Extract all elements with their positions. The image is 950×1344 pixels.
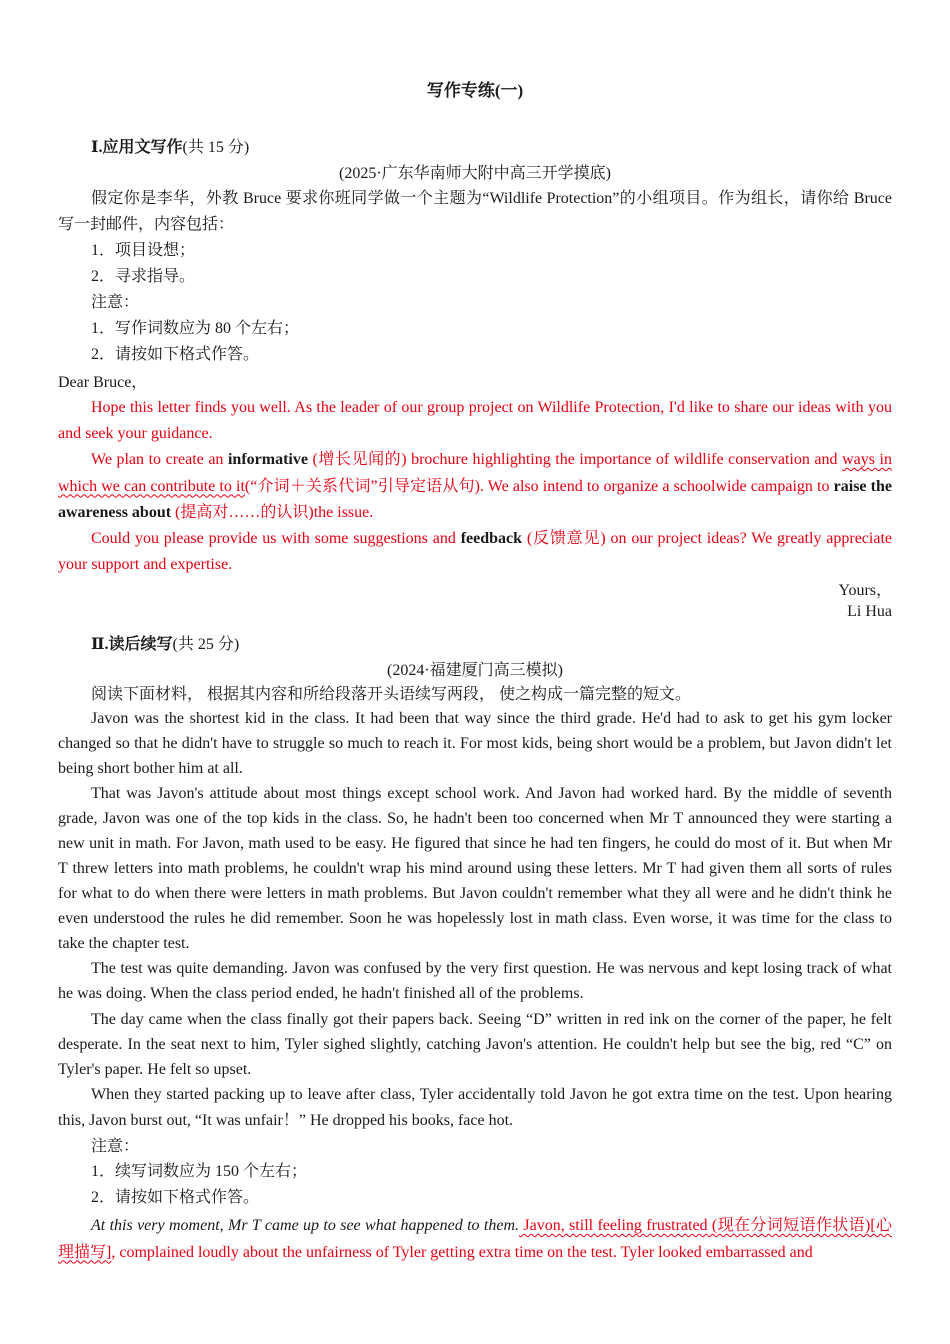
continuation-underlined-phrase: Javon, still feeling frustrated <box>519 1217 708 1234</box>
keyword-raise-awareness: raise the awareness about <box>58 477 892 521</box>
story-paragraph-2: That was Javon's attitude about most things except school work. And Javon had worked hard. By the middle of seventh grade, Javon was one of the top kids in the class. So, he hadn't been too concerned when Mr T announced they were starting a new unit in math. For Javon, math used to be easy. He figured that since he had ten fingers, he could do most of it. But when Mr T threw letters into math problems, he couldn't wrap his mind around using these letters. Mr T had given them all sorts of rules for what to do when there were letters in math problems. But Javon couldn't remember what they all were and he didn't think he even understood the rules he did remember. Soon he was hopelessly lost in math class. Even worse, it was time for the class to take the chapter test. <box>58 785 892 952</box>
para2-text-e: (“介词＋关系代词”引导定语从句). We also intend to organize a schoolwide campaign to <box>244 477 834 495</box>
letter-signature: Li Hua <box>847 603 892 620</box>
continuation-paragraph <box>58 1213 892 1266</box>
part1-point-2: 2．寻求指导。 <box>91 268 196 285</box>
story-paragraph-4: The day came when the class finally got their papers back. Seeing “D” written in red ink on the corner of the paper, he felt desperate. In the seat next to him, Tyler sighed slightly, catching Javon's attention. He couldn't help but see the big, red “C” on Tyler's paper. He felt so upset. <box>58 1011 892 1078</box>
part1-note-1: 1．写作词数应为 80 个左右； <box>91 320 300 337</box>
part1-note-2: 2．请按如下格式作答。 <box>91 346 260 363</box>
continuation-annotation: (现在分词短语作状语)[心理描写] <box>58 1217 892 1261</box>
para2-underlined-clause: ways in which we can contribute to it <box>58 451 892 495</box>
section-2-source: (2024·福建厦门高三模拟) <box>387 662 563 679</box>
letter-paragraph-3 <box>58 526 892 577</box>
para2-text-a: We plan to create an <box>91 451 228 468</box>
section-2-score: (共 25 分) <box>172 636 240 653</box>
part2-note-1: 1．续写词数应为 150 个左右； <box>91 1163 308 1180</box>
part1-point-1: 1．项目设想； <box>91 242 196 259</box>
story-paragraph-5: When they started packing up to leave after class, Tyler accidentally told Javon he got extra time on the test. Upon hearing this, Javon burst out, “It was unfair！” He dropped his books, face hot. <box>58 1086 892 1129</box>
page-title: 写作专练(一) <box>426 81 524 100</box>
section-2-title: Ⅱ.读后续写 <box>91 636 173 653</box>
story-paragraph-1: Javon was the shortest kid in the class. It had been that way since the third grade. He'd had to ask to get his gym locker changed so that he didn't have to struggle so much to reach it. For most kids, being short would be a problem, but Javon didn't let being short bother him at all. <box>58 710 892 777</box>
part2-instruction: 阅读下面材料， 根据其内容和所给段落开头语续写两段， 使之构成一篇完整的短文。 <box>91 686 692 703</box>
part2-note-2: 2．请按如下格式作答。 <box>91 1189 260 1206</box>
letter-salutation: Dear Bruce， <box>58 374 148 391</box>
para3-text-c: (反馈意见) on our project ideas? We greatly appreciate your support and expertise. <box>58 530 893 573</box>
letter-closing: Yours， <box>838 582 892 599</box>
section-heading-2 <box>91 631 239 654</box>
part1-prompt: 假定你是李华，外教 Bruce 要求你班同学做一个主题为“Wildlife Protection”的小组项目。作为组长，请你给 Bruce 写一封邮件，内容包括： <box>58 190 892 233</box>
para2-text-c: (增长见闻的) brochure highlighting the importance of wildlife conservation and <box>307 451 843 468</box>
section-heading-1 <box>91 134 249 157</box>
continuation-opening-sentence: At this very moment, Mr T came up to see what happened to them. <box>91 1217 520 1234</box>
continuation-text: , complained loudly about the unfairness of Tyler getting extra time on the test. Tyler looked embarrassed and <box>111 1243 813 1261</box>
keyword-feedback: feedback <box>460 530 523 547</box>
section-1-score: (共 15 分) <box>182 139 250 156</box>
section-1-source: (2025·广东华南师大附中高三开学摸底) <box>339 165 611 182</box>
story-paragraph-3: The test was quite demanding. Javon was confused by the very first question. He was nervous and kept losing track of what he was doing. When the class period ended, he hadn't finished all of the problems. <box>58 960 892 1002</box>
keyword-informative: informative <box>227 451 308 468</box>
letter-paragraph-2 <box>58 447 892 527</box>
para2-text-g: (提高对……的认识)the issue. <box>171 504 374 521</box>
part2-note-label: 注意： <box>91 1138 140 1155</box>
para3-text-a: Could you please provide us with some suggestions and <box>91 530 461 547</box>
part1-note-label: 注意： <box>91 294 140 311</box>
section-1-title: Ⅰ.应用文写作 <box>91 139 183 156</box>
letter-paragraph-1: Hope this letter finds you well. As the leader of our group project on Wildlife Protection, I'd like to share our ideas with you and seek your guidance. <box>58 399 892 442</box>
